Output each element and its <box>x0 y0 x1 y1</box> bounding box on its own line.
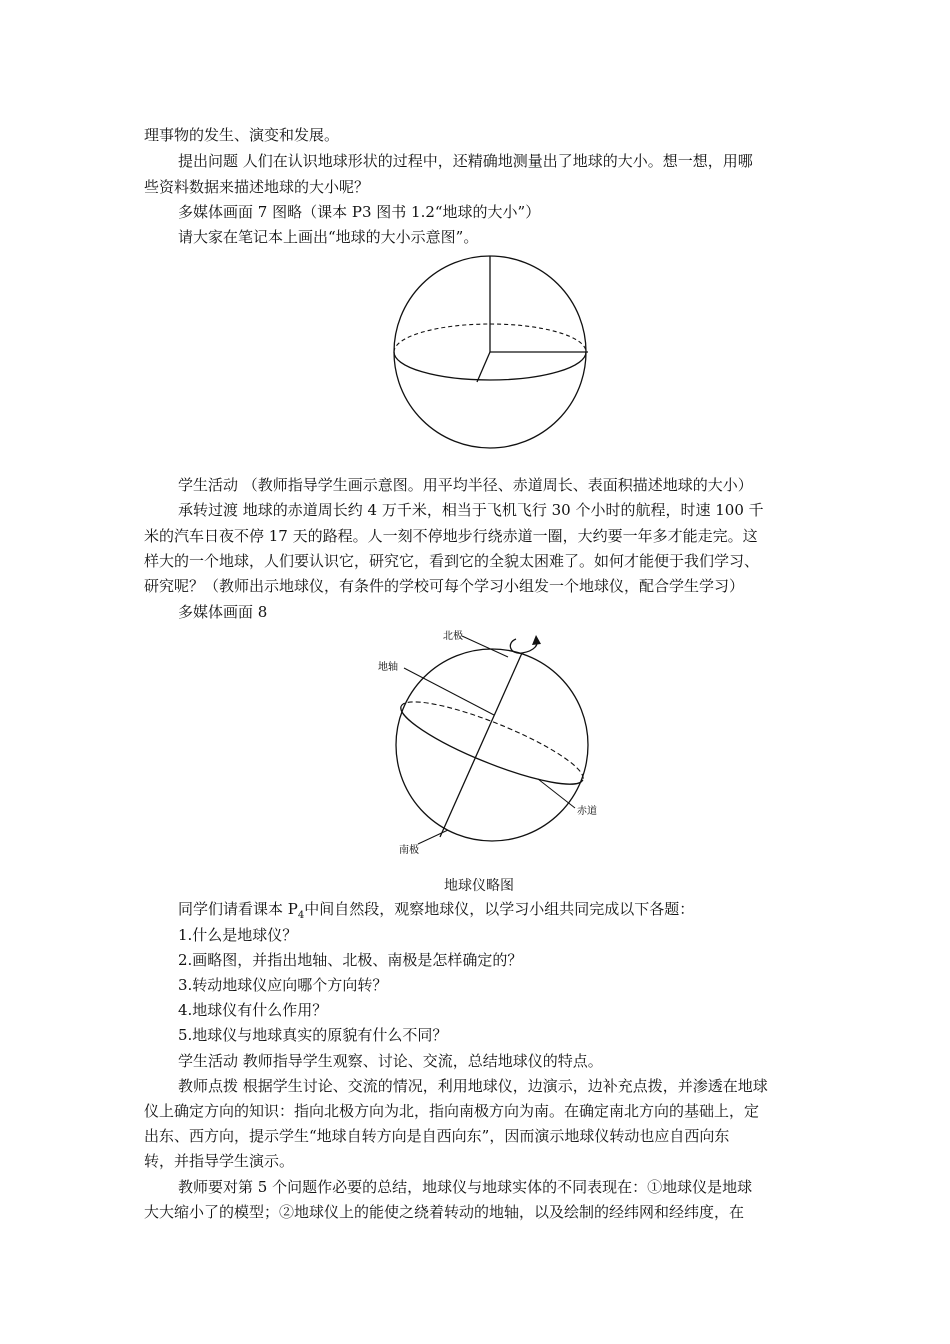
paragraph-line: 承转过渡 地球的赤道周长约 4 万千米，相当于飞机飞行 30 个小时的航程，时速 100 千 <box>178 501 764 519</box>
paragraph-line: 出东、西方向，提示学生“地球自转方向是自西向东”，因而演示地球仪转动也应自西向东 <box>144 1127 730 1145</box>
rotation-arrow <box>510 637 537 653</box>
paragraph-line: 多媒体画面 8 <box>178 603 268 621</box>
page-subscript: 4 <box>297 910 305 921</box>
paragraph-line: 米的汽车日夜不停 17 天的路程。人一刻不停地步行绕赤道一圈，大约要一年多才能走完。这 <box>144 527 758 545</box>
paragraph-line: 学生活动 教师指导学生观察、讨论、交流，总结地球仪的特点。 <box>178 1052 603 1070</box>
equator-front <box>394 352 586 380</box>
pointer-north <box>462 636 508 657</box>
earth-axis <box>440 653 522 837</box>
paragraph-line: 教师点拨 根据学生讨论、交流的情况，利用地球仪，边演示，边补充点拨，并渗透在地球 <box>178 1077 768 1095</box>
question-item: 1.什么是地球仪？ <box>178 926 298 944</box>
question-item: 3.转动地球仪应向哪个方向转？ <box>178 976 388 994</box>
paragraph-line <box>178 898 694 927</box>
label-equator: 赤道 <box>577 806 597 817</box>
paragraph-line: 教师要对第 5 个问题作必要的总结，地球仪与地球实体的不同表现在：①地球仪是地球 <box>178 1178 753 1196</box>
paragraph-line: 理事物的发生、演变和发展。 <box>144 126 340 144</box>
globe-diagram <box>370 625 610 865</box>
paragraph-line: 仪上确定方向的知识：指向北极方向为北，指向南极方向为南。在确定南北方向的基础上，定 <box>144 1102 760 1120</box>
paragraph-line: 提出问题 人们在认识地球形状的过程中，还精确地测量出了地球的大小。想一想，用哪 <box>178 152 753 170</box>
equatorial-radius-b <box>477 352 490 382</box>
text-segment: 中间自然段，观察地球仪，以学习小组共同完成以下各题： <box>304 900 695 918</box>
figure-caption: 地球仪略图 <box>444 878 514 894</box>
paragraph-line: 请大家在笔记本上画出“地球的大小示意图”。 <box>178 228 479 246</box>
text-segment: 同学们请看课本 P <box>178 900 298 918</box>
label-north-pole: 北极 <box>443 631 463 642</box>
paragraph-line: 样大的一个地球，人们要认识它，研究它，看到它的全貌太困难了。如何才能便于我们学习、 <box>144 552 760 570</box>
paragraph-line: 大大缩小了的模型；②地球仪上的能使之绕着转动的地轴，以及绘制的经纬网和经纬度，在 <box>144 1203 745 1221</box>
paragraph-line: 转，并指导学生演示。 <box>144 1152 295 1170</box>
earth-size-diagram <box>390 252 596 456</box>
pointer-south <box>418 830 448 844</box>
paragraph-line: 研究呢？（教师出示地球仪，有条件的学校可每个学习小组发一个地球仪，配合学生学习） <box>144 577 745 595</box>
question-item: 5.地球仪与地球真实的原貌有什么不同？ <box>178 1026 448 1044</box>
label-south-pole: 南极 <box>399 845 419 856</box>
question-item: 2.画略图，并指出地轴、北极、南极是怎样确定的？ <box>178 951 523 969</box>
globe-outline <box>396 649 588 841</box>
question-item: 4.地球仪有什么作用？ <box>178 1001 328 1019</box>
paragraph-line: 学生活动 （教师指导学生画示意图。用平均半径、赤道周长、表面积描述地球的大小） <box>178 476 753 494</box>
arrowhead <box>532 635 541 645</box>
paragraph-line: 些资料数据来描述地球的大小呢？ <box>144 178 370 196</box>
paragraph-line: 多媒体画面 7 图略（课本 P3 图书 1.2“地球的大小”） <box>178 203 541 221</box>
label-earth-axis: 地轴 <box>378 662 398 673</box>
